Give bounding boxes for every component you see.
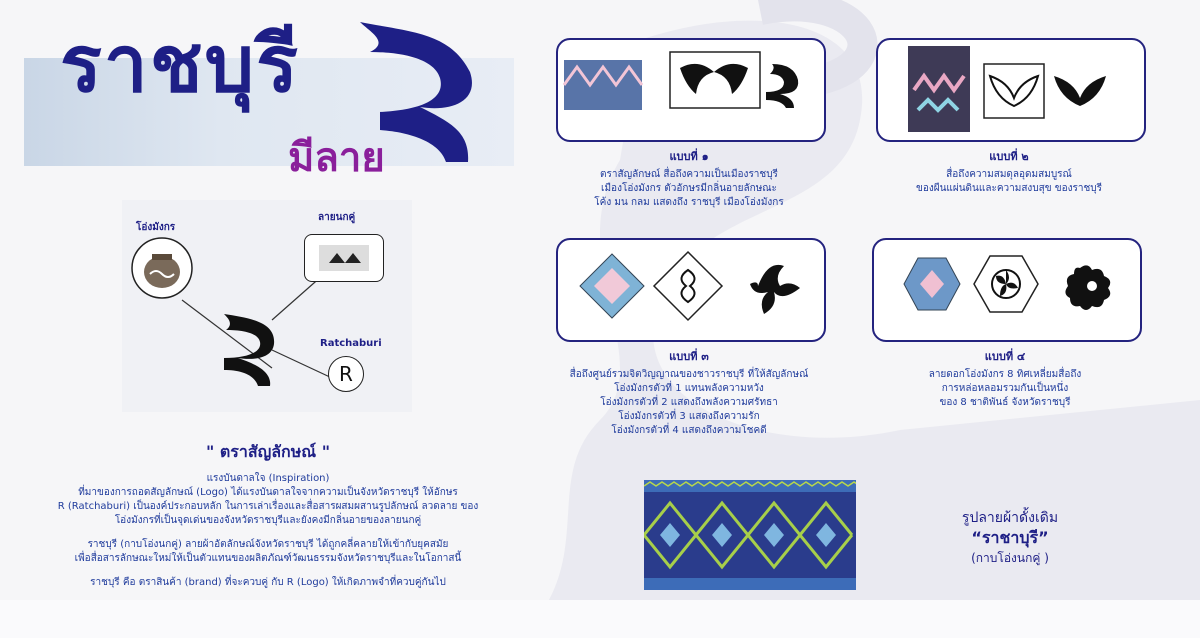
logo-diagram [122,200,412,412]
label-brand: Ratchaburi [320,338,382,349]
design-panel-3 [556,238,826,342]
design-2-artwork [878,40,1144,140]
intro-line: โอ่งมังกรที่เป็นจุดเด่นของจังหวัดราชบุรีและยังคงมีกลิ่นอายของลายนกคู่ [114,515,422,526]
design-line: เมืองโอ่งมังกร ตัวอักษรมีกลิ่นอายลักษณะ [601,183,777,194]
intro-line: R (Ratchaburi) เป็นองค์ประกอบหลัก ในการเล่าเรื่องและสื่อสารผสมผสานรูปลักษณ์ ลวดลาย ของ [57,501,479,512]
design-title-2: แบบที่ ๒ [989,150,1029,163]
design-line: สื่อถึงศูนย์รวมจิตวิญญาณของชาวราชบุรี ที่ให้สัญลักษณ์ [569,369,809,380]
registered-mark: R [328,356,364,392]
design-line: ตราสัญลักษณ์ สื่อถึงความเป็นเมืองราชบุรี [600,169,778,180]
intro-line: เพื่อสื่อสารลักษณะใหม่ให้เป็นตัวแทนของผลิตภัณฑ์วัฒนธรรมจังหวัดราชบุรีและในโอกาสนี้ [74,553,462,564]
label-jar: โอ่งมังกร [136,222,176,233]
bird-pair-pattern-icon [305,235,383,281]
design-panel-2 [876,38,1146,142]
design-caption-1 [556,150,822,210]
design-line: โอ่งมังกรตัวที่ 2 แสดงถึงพลังความศรัทธา [600,397,778,408]
design-caption-4 [872,350,1138,410]
design-panel-1 [556,38,826,142]
design-caption-3 [546,350,832,438]
intro-line: ที่มาของการถอดสัญลักษณ์ (Logo) ได้แรงบันดาลใจจากความเป็นจังหวัดราชบุรี ให้อักษร [78,487,458,498]
design-4-artwork [874,240,1140,340]
design-line: ของผืนแผ่นดินและความสงบสุข ของราชบุรี [915,183,1102,194]
design-line: ของ 8 ชาติพันธ์ จังหวัดราชบุรี [939,397,1071,408]
design-title-1: แบบที่ ๑ [669,150,709,163]
design-line: โอ่งมังกรตัวที่ 3 แสดงถึงความรัก [618,411,760,422]
design-line: ลายดอกโอ่งมังกร 8 ทิศเหลี่ยมสื่อถึง [928,369,1082,380]
design-1-artwork [558,40,824,140]
dragon-jar-icon [130,236,194,300]
fabric-caption-line1: รูปลายผ้าดั้งเดิม [961,510,1059,526]
label-pattern: ลายนกคู่ [318,212,356,223]
intro-text-block [40,472,496,590]
page-title: ราชบุรี [60,19,301,110]
design-panel-4 [872,238,1142,342]
design-line: โอ่งมังกรตัวที่ 4 แสดงถึงความโชคดี [611,425,767,436]
design-line: โค้ง มน กลม แสดงถึง ราชบุรี เมืองโอ่งมังกร [594,197,784,208]
intro-line: แรงบันดาลใจ (Inspiration) [206,473,330,484]
design-line: สื่อถึงความสมดุลอุดมสมบูรณ์ [946,169,1072,180]
pattern-frame [304,234,384,282]
fabric-caption [920,508,1100,568]
design-title-3: แบบที่ ๓ [669,350,709,363]
intro-heading: " ตราสัญลักษณ์ " [205,442,331,461]
dragon-symbol-icon [220,308,280,388]
fabric-caption-line3: (กาบโอ่งนกคู่ ) [971,551,1049,565]
intro-line: ราชบุรี คือ ตราสินค้า (brand) ที่จะควบคู่ กับ R (Logo) ให้เกิดภาพจำที่ควบคู่กันไป [90,577,446,588]
design-3-artwork [558,240,824,340]
page-subtitle: มีลาย [288,135,385,181]
traditional-fabric-image [644,480,856,590]
design-caption-2 [876,150,1142,196]
design-line: โอ่งมังกรตัวที่ 1 แทนพลังความหวัง [614,383,764,394]
intro-line: ราชบุรี (กาบโอ่งนกคู่) ลายผ้าอัตลักษณ์จังหวัดราชบุรี ได้ถูกคลี่คลายให้เข้ากับยุคสมัย [87,539,449,550]
design-line: การหล่อหลอมรวมกันเป็นหนึ่ง [941,383,1069,394]
fabric-caption-line2: “ราชาบุรี” [971,528,1049,547]
design-title-4: แบบที่ ๔ [984,350,1026,363]
